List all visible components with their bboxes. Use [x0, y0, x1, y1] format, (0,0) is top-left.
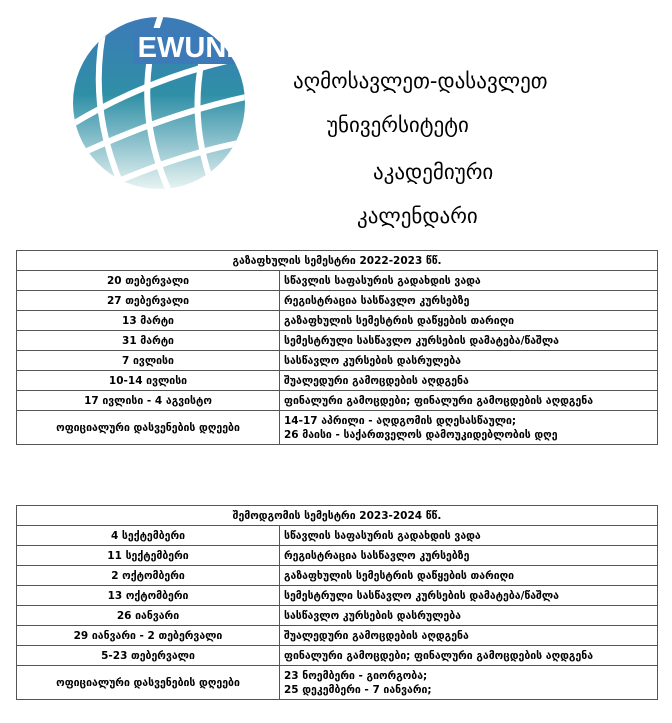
date-cell: 2 ოქტომბერი	[17, 566, 280, 586]
calendar-title-line1: აკადემიური	[373, 160, 494, 184]
svg-text:EWUNI: EWUNI	[137, 32, 235, 64]
table-row	[17, 271, 658, 291]
date-cell: 7 ივლისი	[17, 351, 280, 371]
holiday-item: 14-17 აპრილი - აღდგომის დღესასწაული;	[284, 414, 517, 427]
date-cell: 17 ივლისი - 4 აგვისტო	[17, 391, 280, 411]
table-row	[17, 331, 658, 351]
autumn-semester-heading: შემოდგომის სემესტრი 2023-2024 წწ.	[17, 506, 658, 526]
date-cell: 11 სექტემბერი	[17, 546, 280, 566]
table-row	[17, 546, 658, 566]
event-cell: სასწავლო კურსების დასრულება	[280, 351, 658, 371]
event-cell: შუალედური გამოცდების აღდგენა	[280, 371, 658, 391]
table-row	[17, 566, 658, 586]
event-cell: სწავლის საფასურის გადახდის ვადა	[280, 271, 658, 291]
date-cell: 13 მარტი	[17, 311, 280, 331]
table-row	[17, 311, 658, 331]
holiday-item: 25 დეკემბერი - 7 იანვარი;	[284, 683, 432, 696]
event-cell: სემესტრული სასწავლო კურსების დამატება/წაშლა	[280, 331, 658, 351]
date-cell: 4 სექტემბერი	[17, 526, 280, 546]
table-row	[17, 626, 658, 646]
table-row	[17, 586, 658, 606]
date-cell: 5-23 თებერვალი	[17, 646, 280, 666]
event-cell: ფინალური გამოცდები; ფინალური გამოცდების აღდგენა	[280, 646, 658, 666]
ewuni-logo	[70, 14, 248, 192]
date-cell: 13 ოქტომბერი	[17, 586, 280, 606]
table-row	[17, 291, 658, 311]
calendar-title-line2: კალენდარი	[357, 204, 478, 228]
event-cell: შუალედური გამოცდების აღდგენა	[280, 626, 658, 646]
autumn-semester-table	[16, 505, 658, 700]
spring-semester-heading: გაზაფხულის სემესტრი 2022-2023 წწ.	[17, 251, 658, 271]
table-header-row	[17, 506, 658, 526]
holidays-row	[17, 411, 658, 445]
table-row	[17, 391, 658, 411]
event-cell: სემესტრული სასწავლო კურსების დამატება/წაშლა	[280, 586, 658, 606]
university-name-line2: უნივერსიტეტი	[327, 113, 469, 137]
spring-semester-table	[16, 250, 658, 445]
university-name-line1: აღმოსავლეთ-დასავლეთ	[293, 69, 548, 93]
holiday-item: 23 ნოემბერი - გიორგობა;	[284, 669, 428, 682]
date-cell: 29 იანვარი - 2 თებერვალი	[17, 626, 280, 646]
event-cell: რეგისტრაცია სასწავლო კურსებზე	[280, 546, 658, 566]
holidays-list	[280, 666, 658, 700]
date-cell: 26 იანვარი	[17, 606, 280, 626]
table-header-row	[17, 251, 658, 271]
event-cell: რეგისტრაცია სასწავლო კურსებზე	[280, 291, 658, 311]
table-row	[17, 526, 658, 546]
table-row	[17, 606, 658, 626]
holidays-label: ოფიციალური დასვენების დღეები	[17, 411, 280, 445]
holiday-item: 26 მაისი - საქართველოს დამოუკიდებლობის დღე	[284, 428, 558, 441]
date-cell: 20 თებერვალი	[17, 271, 280, 291]
holidays-list	[280, 411, 658, 445]
event-cell: სწავლის საფასურის გადახდის ვადა	[280, 526, 658, 546]
table-row	[17, 646, 658, 666]
table-row	[17, 371, 658, 391]
holidays-row	[17, 666, 658, 700]
event-cell: ფინალური გამოცდები; ფინალური გამოცდების აღდგენა	[280, 391, 658, 411]
event-cell: სასწავლო კურსების დასრულება	[280, 606, 658, 626]
event-cell: გაზაფხულის სემესტრის დაწყების თარიღი	[280, 311, 658, 331]
table-row	[17, 351, 658, 371]
date-cell: 27 თებერვალი	[17, 291, 280, 311]
date-cell: 31 მარტი	[17, 331, 280, 351]
holidays-label: ოფიციალური დასვენების დღეები	[17, 666, 280, 700]
event-cell: გაზაფხულის სემესტრის დაწყების თარიღი	[280, 566, 658, 586]
date-cell: 10-14 ივლისი	[17, 371, 280, 391]
